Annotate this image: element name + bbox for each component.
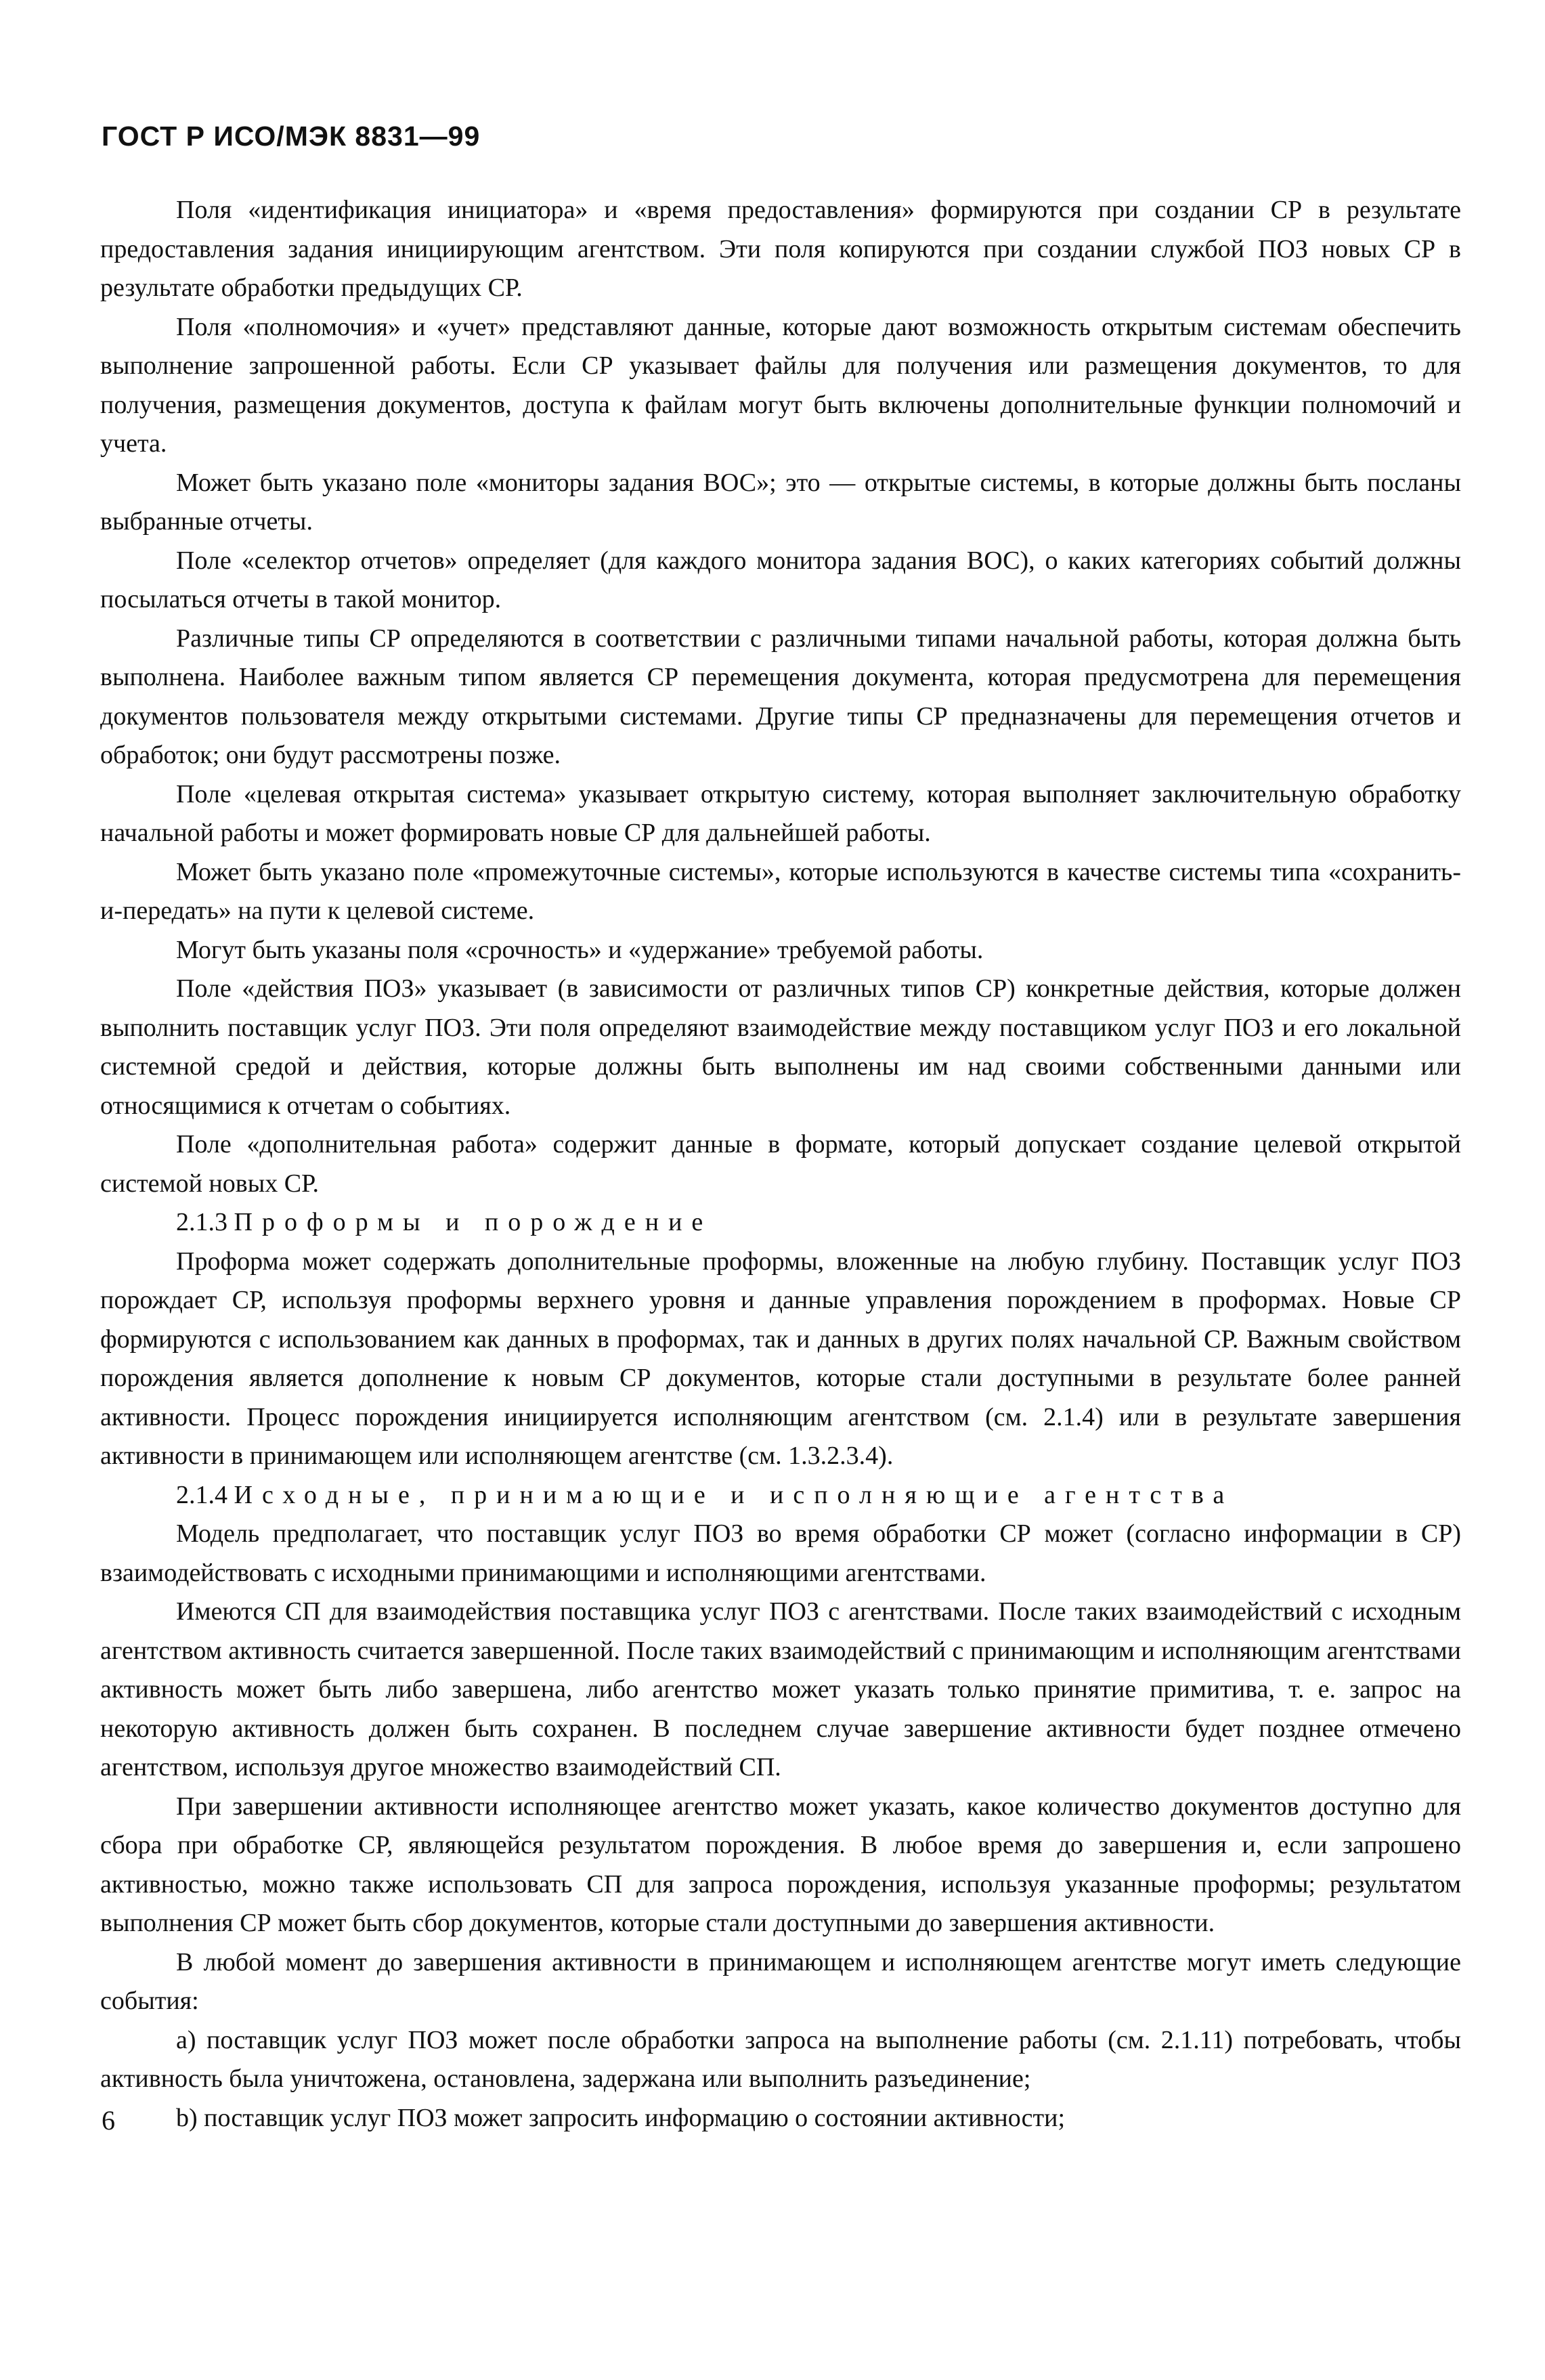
paragraph: Поля «полномочия» и «учет» представляют данные, которые дают возможность открытым системам обеспечить выполнение запрошенной работы. Если СР указывает файлы для получения или размещения документов, то для получения, размещения документов, доступа к файлам могут быть включены дополнительные функции полномочий и учета. xyxy=(100,312,1461,458)
document-header: ГОСТ Р ИСО/МЭК 8831—99 xyxy=(102,121,481,152)
paragraph: Поле «действия ПОЗ» указывает (в зависимости от различных типов СР) конкретные действия, которые должен выполнить поставщик услуг ПОЗ. Эти поля определяют взаимодействие между поставщиком услуг ПОЗ и его локальной системной средой и действия, которые должны быть выполнены им над своими собственными данными или относящимися к отчетам о событиях. xyxy=(100,974,1461,1120)
section-number: 2.1.4 xyxy=(176,1480,227,1509)
section-title: Исходные, принимающие и исполняющие агентства xyxy=(234,1480,1234,1509)
paragraph: Может быть указано поле «мониторы задания ВОС»; это — открытые системы, в которые должны быть посланы выбранные отчеты. xyxy=(100,468,1461,536)
section-heading-2-1-4 xyxy=(100,1476,1461,1515)
paragraph: Поле «дополнительная работа» содержит данные в формате, который допускает создание целевой открытой системой новых СР. xyxy=(100,1130,1461,1198)
document-body xyxy=(100,191,1461,2138)
paragraph: Различные типы СР определяются в соответствии с различными типами начальной работы, которая должна быть выполнена. Наиболее важным типом является СР перемещения документа, которая предусмотрена для перемещения документов пользователя между открытыми системами. Другие типы СР предназначены для перемещения отчетов и обработок; они будут рассмотрены позже. xyxy=(100,624,1461,769)
paragraph: Может быть указано поле «промежуточные системы», которые используются в качестве системы типа «сохранить-и-передать» на пути к целевой системе. xyxy=(100,857,1461,925)
section-title: Проформы и порождение xyxy=(234,1208,713,1236)
paragraph: Проформа может содержать дополнительные проформы, вложенные на любую глубину. Поставщик услуг ПОЗ порождает СР, используя проформы верхнего уровня и данные управления порождением в проформах. Новые СР формируются с использованием как данных в проформах, так и данных в других полях начальной СР. Важным свойством порождения является дополнение к новым СР документов, которые стали доступными в результате более ранней активности. Процесс порождения инициируется исполняющим агентством (см. 2.1.4) или в результате завершения активности в принимающем или исполняющем агентстве (см. 1.3.2.3.4). xyxy=(100,1247,1461,1470)
list-item: а) поставщик услуг ПОЗ может после обработки запроса на выполнение работы (см. 2.1.11) потребовать, чтобы активность была уничтожена, остановлена, задержана или выполнить разъединение; xyxy=(100,2025,1461,2093)
paragraph: Поле «целевая открытая система» указывает открытую систему, которая выполняет заключительную обработку начальной работы и может формировать новые СР для дальнейшей работы. xyxy=(100,779,1461,847)
section-number: 2.1.3 xyxy=(176,1208,227,1236)
paragraph: При завершении активности исполняющее агентство может указать, какое количество документов доступно для сбора при обработке СР, являющейся результатом порождения. В любое время до завершения и, если запрошено активностью, можно также использовать СП для запроса порождения, используя указанные проформы; результатом выполнения СР может быть сбор документов, которые стали доступными до завершения активности. xyxy=(100,1792,1461,1937)
section-heading-2-1-3 xyxy=(100,1203,1461,1242)
paragraph: В любой момент до завершения активности в принимающем и исполняющем агентстве могут иметь следующие события: xyxy=(100,1947,1461,2015)
paragraph: Имеются СП для взаимодействия поставщика услуг ПОЗ с агентствами. После таких взаимодействий с исходным агентством активность считается завершенной. После таких взаимодействий с принимающим и исполняющим агентствами активность может быть либо завершена, либо агентство может указать только принятие примитива, т. е. запрос на некоторую активность должен быть сохранен. В последнем случае завершение активности будет позднее отмечено агентством, используя другое множество взаимодействий СП. xyxy=(100,1597,1461,1781)
page-number: 6 xyxy=(102,2105,115,2136)
paragraph: Поле «селектор отчетов» определяет (для каждого монитора задания ВОС), о каких категориях событий должны посылаться отчеты в такой монитор. xyxy=(100,546,1461,613)
list-item: b) поставщик услуг ПОЗ может запросить информацию о состоянии активности; xyxy=(176,2103,1066,2132)
paragraph: Поля «идентификация инициатора» и «время предоставления» формируются при создании СР в результате предоставления задания инициирующим агентством. Эти поля копируются при создании службой ПОЗ новых СР в результате обработки предыдущих СР. xyxy=(100,196,1461,302)
paragraph: Могут быть указаны поля «срочность» и «удержание» требуемой работы. xyxy=(176,935,984,964)
paragraph: Модель предполагает, что поставщик услуг ПОЗ во время обработки СР может (согласно информации в СР) взаимодействовать с исходными принимающими и исполняющими агентствами. xyxy=(100,1519,1461,1587)
